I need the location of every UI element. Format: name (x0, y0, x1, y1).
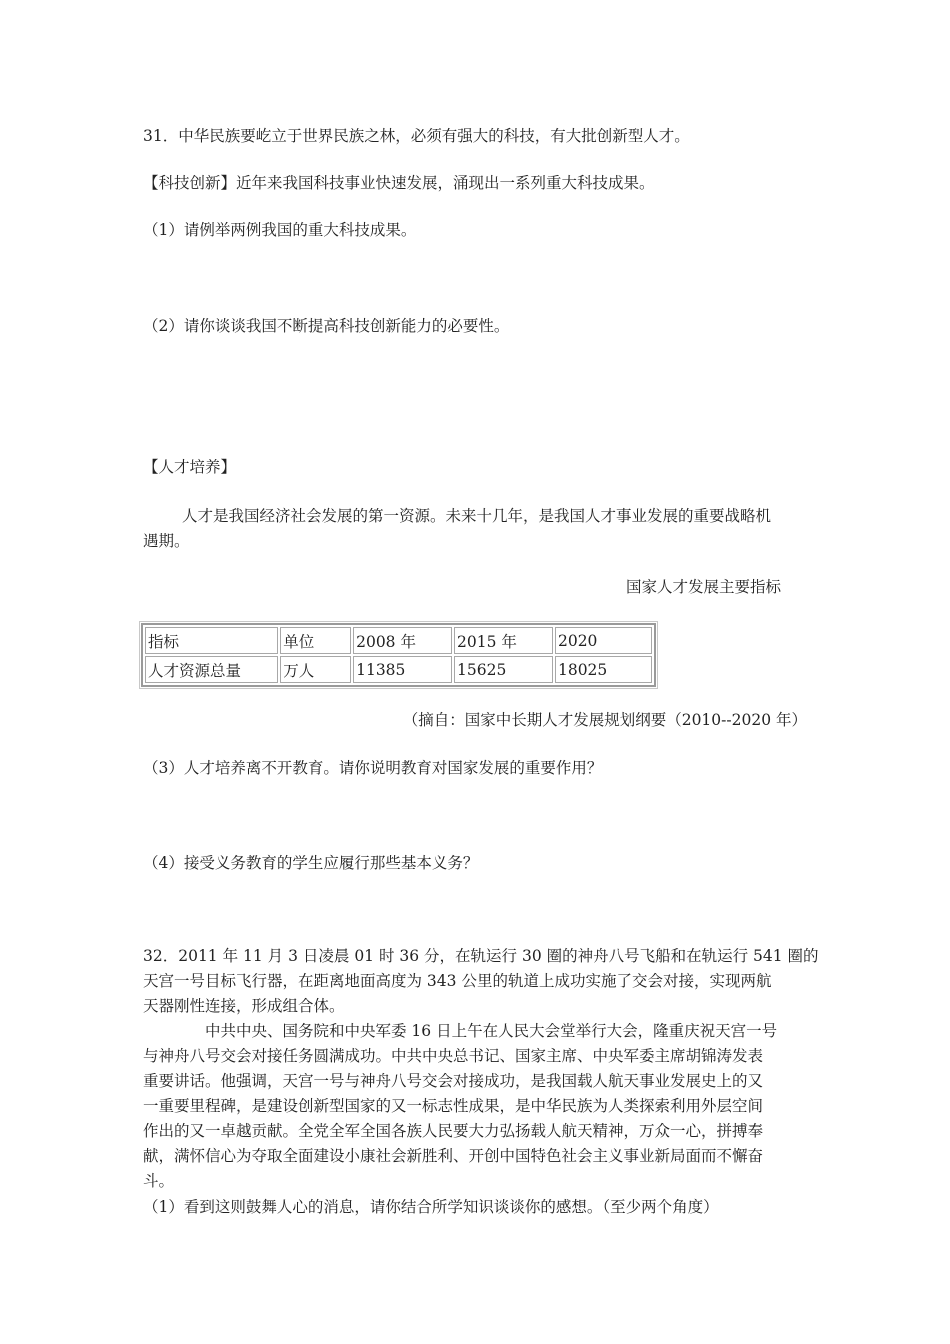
table-header-cell: 单位 (280, 627, 351, 654)
q32-p2-line1: 中共中央、国务院和中央军委 16 日上午在人民大会堂举行大会，隆重庆祝天宫一号 (205, 1022, 778, 1040)
table-header-cell: 2008 年 (353, 627, 452, 654)
q32-p1-line3: 天器刚性连接，形成组合体。 (143, 997, 345, 1015)
talent-indicator-table (141, 623, 656, 687)
table-header-cell: 2020 (555, 627, 652, 654)
q31-sub3: （3）人才培养离不开教育。请你说明教育对国家发展的重要作用？ (143, 759, 603, 777)
q31-intro: 31．中华民族要屹立于世界民族之林，必须有强大的科技，有大批创新型人才。 (143, 127, 690, 145)
q32-p2-line2: 与神舟八号交会对接任务圆满成功。中共中央总书记、国家主席、中央军委主席胡锦涛发表 (143, 1047, 764, 1065)
q32-p2-line3: 重要讲话。他强调，天宫一号与神舟八号交会对接成功，是我国载人航天事业发展史上的又 (143, 1072, 764, 1090)
table-header-cell: 指标 (145, 627, 278, 654)
q32-paragraph-1 (143, 944, 819, 1019)
q32-p1-line1: 32．2011 年 11 月 3 日凌晨 01 时 36 分，在轨运行 30 圈的神舟八号飞船和在轨运行 541 圈的 (143, 947, 819, 965)
q31-sub4: （4）接受义务教育的学生应履行那些基本义务？ (143, 854, 479, 872)
q32-p2-line5: 作出的又一卓越贡献。全党全军全国各族人民要大力弘扬载人航天精神，万众一心，拼搏奉 (143, 1122, 764, 1140)
table-header-cell: 2015 年 (454, 627, 553, 654)
table-source-note: （摘自：国家中长期人才发展规划纲要（2010--2020 年） (402, 711, 807, 729)
q32-p2-line4: 一重要里程碑，是建设创新型国家的又一标志性成果，是中华民族为人类探索利用外层空间 (143, 1097, 764, 1115)
table-cell: 万人 (280, 656, 351, 683)
table-cell: 11385 (353, 656, 452, 683)
q32-p2-line6: 献，满怀信心为夺取全面建设小康社会新胜利、开创中国特色社会主义事业新局面而不懈奋 (143, 1147, 764, 1165)
table-title: 国家人才发展主要指标 (626, 578, 782, 596)
q31-sub2: （2）请你谈谈我国不断提高科技创新能力的必要性。 (143, 317, 510, 335)
q32-sub1: （1）看到这则鼓舞人心的消息，请你结合所学知识谈谈你的感想。（至少两个角度） (143, 1198, 719, 1216)
q32-p1-line2: 天宫一号目标飞行器，在距离地面高度为 343 公里的轨道上成功实施了交会对接，实现两航 (143, 972, 772, 990)
talent-paragraph-line1: 人才是我国经济社会发展的第一资源。未来十几年，是我国人才事业发展的重要战略机 (182, 507, 772, 525)
table-row (145, 656, 652, 683)
table-cell: 15625 (454, 656, 553, 683)
q32-paragraph-2 (143, 1019, 777, 1194)
table-header-row (145, 627, 652, 654)
sci-section-heading: 【科技创新】近年来我国科技事业快速发展，涌现出一系列重大科技成果。 (143, 174, 655, 192)
q32-p2-line7: 斗。 (143, 1172, 175, 1190)
table-cell: 人才资源总量 (145, 656, 278, 683)
q31-sub1: （1）请例举两例我国的重大科技成果。 (143, 221, 417, 239)
table-cell: 18025 (555, 656, 652, 683)
talent-paragraph-line2: 遇期。 (143, 532, 190, 550)
talent-section-heading: 【人才培养】 (143, 458, 237, 476)
